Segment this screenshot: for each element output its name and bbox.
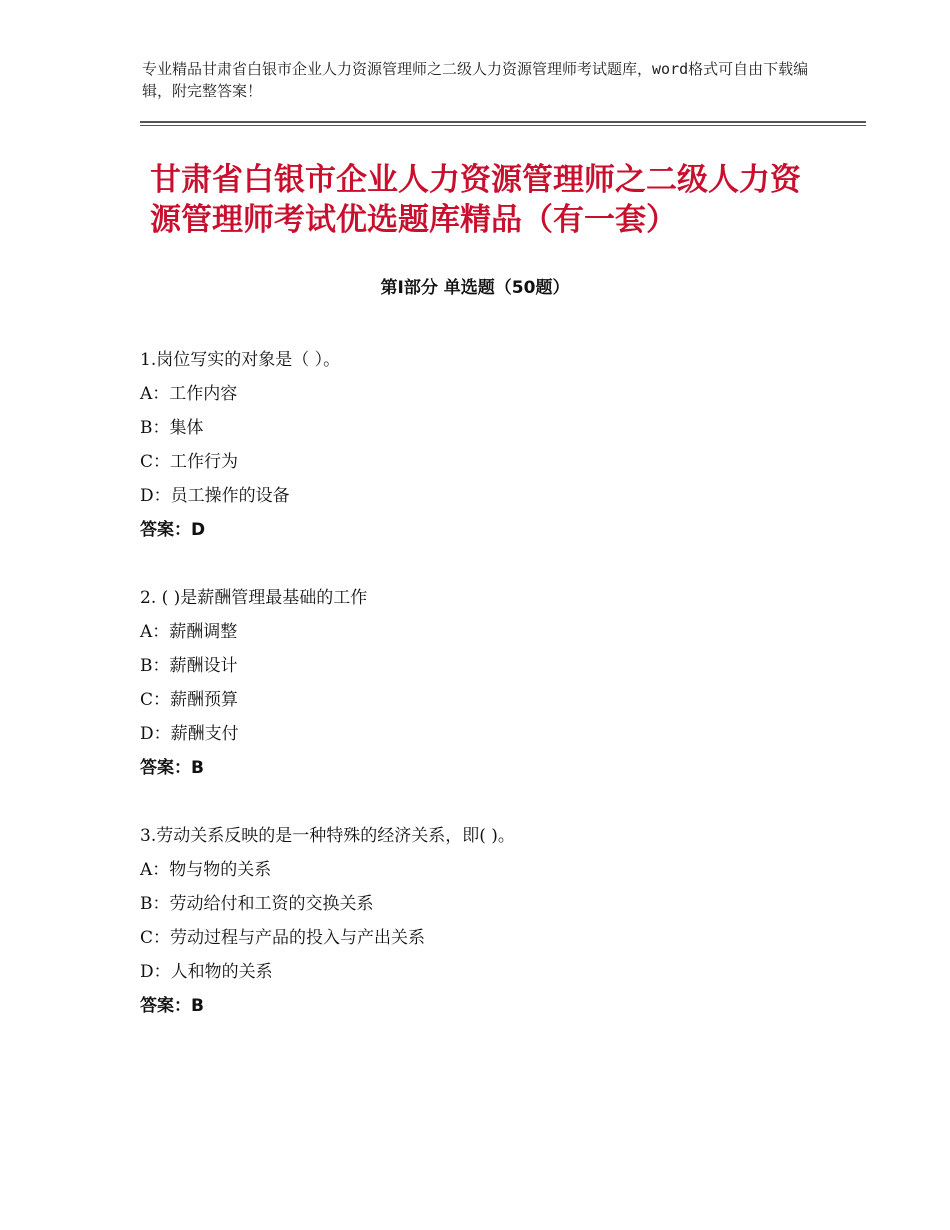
question-3 <box>140 819 840 1023</box>
option-b: B：薪酬设计 <box>140 656 238 676</box>
option-a: A：薪酬调整 <box>140 622 238 642</box>
answer: 答案：B <box>140 758 204 778</box>
option-b: B：劳动给付和工资的交换关系 <box>140 894 374 914</box>
answer: 答案：B <box>140 996 204 1016</box>
header-note: 专业精品甘肃省白银市企业人力资源管理师之二级人力资源管理师考试题库，word格式可自由下载编辑，附完整答案！ <box>142 60 809 100</box>
section-title: 第Ⅰ部分 单选题（50题） <box>380 278 570 298</box>
answer: 答案：D <box>140 520 206 540</box>
option-d: D：薪酬支付 <box>140 724 239 744</box>
document-title: 甘肃省白银市企业人力资源管理师之二级人力资源管理师考试优选题库精品（有一套） <box>150 162 801 238</box>
question-stem: 2. ( )是薪酬管理最基础的工作 <box>140 588 368 608</box>
option-d: D：人和物的关系 <box>140 962 273 982</box>
option-d: D：员工操作的设备 <box>140 486 290 506</box>
option-c: C：薪酬预算 <box>140 690 239 710</box>
question-1 <box>140 343 840 547</box>
question-stem: 3.劳动关系反映的是一种特殊的经济关系，即( )。 <box>140 826 515 846</box>
question-2 <box>140 581 840 785</box>
option-a: A：工作内容 <box>140 384 238 404</box>
question-list <box>140 343 840 1057</box>
header-rule-thick <box>140 121 866 123</box>
option-a: A：物与物的关系 <box>140 860 272 880</box>
header-rule-thin <box>140 125 866 126</box>
option-c: C：工作行为 <box>140 452 239 472</box>
question-stem: 1.岗位写实的对象是（ ）。 <box>140 350 341 370</box>
option-c: C：劳动过程与产品的投入与产出关系 <box>140 928 426 948</box>
option-b: B：集体 <box>140 418 204 438</box>
